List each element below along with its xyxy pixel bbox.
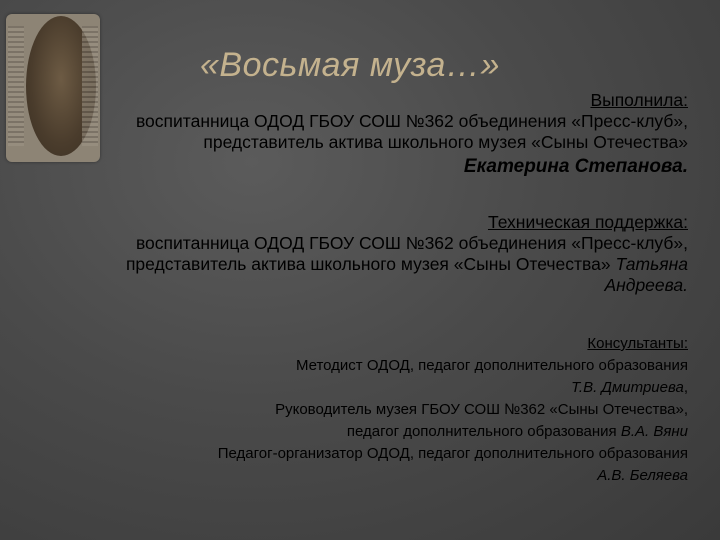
consultant-1-role: Методист ОДОД, педагог дополнительного образования [295, 357, 688, 374]
slide-title: «Восьмая муза…» [200, 46, 500, 84]
support-name-first: Татьяна [615, 254, 688, 274]
consultant-1-name: Т.В. Дмитриева, [571, 379, 688, 396]
author-line-1: воспитанница ОДОД ГБОУ СОШ №362 объединения «Пресс-клуб», [135, 111, 688, 131]
author-heading: Выполнила: [590, 90, 688, 110]
consultant-3-role: Педагог-организатор ОДОД, педагог дополнительного образования [217, 445, 688, 462]
support-block [68, 212, 688, 296]
support-name-last: Андреева. [604, 275, 688, 295]
author-line-2: представитель актива школьного музея «Сыны Отечества» [203, 132, 688, 152]
author-block [68, 90, 688, 177]
consultant-3-name: А.В. Беляева [597, 467, 688, 484]
support-heading: Техническая поддержка: [487, 212, 688, 232]
support-line-1: воспитанница ОДОД ГБОУ СОШ №362 объединения «Пресс-клуб», [135, 233, 688, 253]
consultants-block [68, 333, 688, 487]
support-line-2: представитель актива школьного музея «Сыны Отечества» Татьяна [125, 254, 688, 274]
relief-inscription-left [8, 26, 24, 146]
consultant-2-name: педагог дополнительного образования В.А. Вяни [346, 423, 688, 440]
author-name: Екатерина Степанова. [463, 156, 688, 177]
consultants-heading: Консультанты: [587, 335, 688, 352]
consultant-2-role: Руководитель музея ГБОУ СОШ №362 «Сыны Отечества», [275, 401, 688, 418]
